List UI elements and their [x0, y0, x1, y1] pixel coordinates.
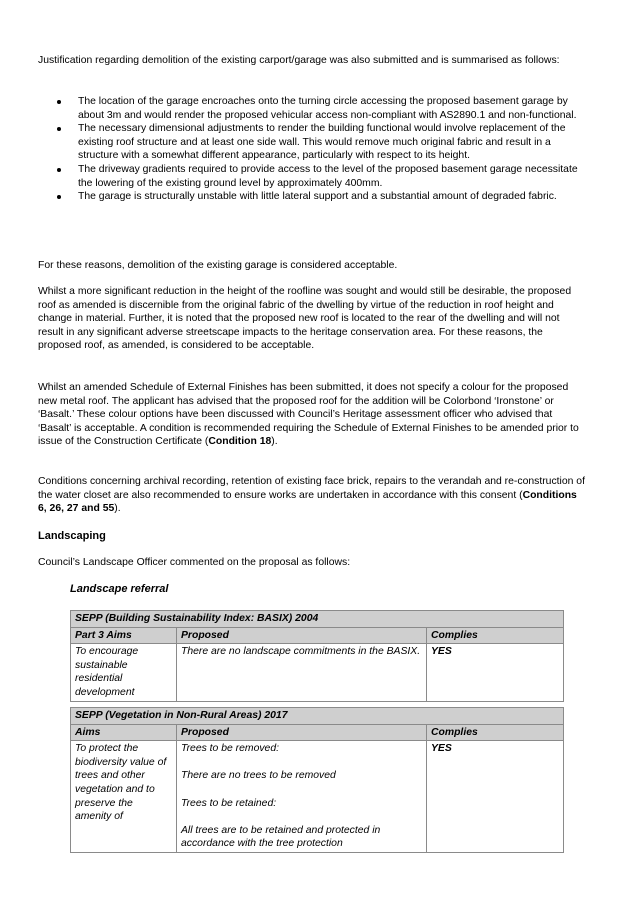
- complies-cell: YES: [427, 644, 564, 701]
- justification-list: [38, 95, 586, 204]
- list-item: [38, 122, 586, 163]
- proposed-line: All trees are to be retained and protected in accordance with the tree protection: [181, 824, 381, 850]
- list-item: [38, 163, 586, 190]
- bullet-icon: [57, 100, 61, 104]
- complies-cell: YES: [427, 741, 564, 853]
- conditions-text: Conditions concerning archival recording, retention of existing face brick, repairs to the verandah and re-construction of the water closet are also recommended to ensure works are undertaken in accordance with this consent (: [38, 476, 585, 501]
- landscaping-heading: Landscaping: [38, 530, 106, 542]
- proposed-line: Trees to be retained:: [181, 797, 277, 809]
- proposed-cell: There are no landscape commitments in the BASIX.: [177, 644, 427, 701]
- table-row: [71, 644, 564, 701]
- proposed-line: There are no trees to be removed: [181, 770, 336, 782]
- list-item-text: The location of the garage encroaches onto the turning circle accessing the proposed basement garage by about 3m and would render the proposed vehicular access non-compliant with AS2890.1 and non-functional.: [78, 96, 577, 121]
- bullet-icon: [57, 168, 61, 172]
- roof-paragraph: Whilst a more significant reduction in the height of the roofline was sought and would still be desirable, the proposed roof as amended is discernible from the original fabric of the dwelling by virtue of the reduction in roof height and change in material. Further, it is noted that the proposed new roof is located to the rear of the dwelling and will not result in any significant adverse streetscape impacts to the heritage conservation area. For these reasons, the proposed roof, as amended, is considered to be acceptable.: [38, 286, 572, 352]
- conditions-end: ).: [114, 503, 121, 515]
- vegetation-table: [70, 707, 564, 853]
- list-item: [38, 190, 586, 204]
- conditions-reference: Conditions 6, 26, 27 and 55: [38, 489, 577, 515]
- proposed-cell: [177, 741, 427, 853]
- finishes-paragraph: [38, 381, 586, 449]
- basix-table: [70, 610, 564, 702]
- bullet-icon: [57, 195, 61, 199]
- reasons-paragraph: For these reasons, demolition of the existing garage is considered acceptable.: [38, 260, 398, 271]
- column-header: Complies: [427, 724, 564, 741]
- bullet-icon: [57, 127, 61, 131]
- proposed-line: Trees to be removed:: [181, 743, 279, 755]
- column-header: Proposed: [177, 724, 427, 741]
- column-header: Complies: [427, 627, 564, 644]
- referral-title: Landscape referral: [70, 583, 169, 595]
- finishes-text: Whilst an amended Schedule of External Finishes has been submitted, it does not specify a colour for the proposed new metal roof. The applicant has advised that the proposed roof for the addition will be Colorbond ‘Ironstone’ or ‘Basalt.’ These colour options have been discussed with Council’s Heritage assessment officer who advised that ‘Basalt’ is acceptable. A condition is recommended requiring the Schedule of External Finishes to be amended prior to issue of the Construction Certificate (: [38, 382, 579, 448]
- aims-cell: To protect the biodiversity value of trees and other vegetation and to preserve the amenity of: [71, 741, 177, 853]
- column-header: Proposed: [177, 627, 427, 644]
- list-item: [38, 95, 586, 122]
- finishes-end: ).: [271, 436, 278, 448]
- intro-paragraph: Justification regarding demolition of the existing carport/garage was also submitted and is summarised as follows:: [38, 55, 560, 66]
- table-title: SEPP (Building Sustainability Index: BASIX) 2004: [71, 611, 564, 628]
- table-row: [71, 741, 564, 853]
- conditions-paragraph: [38, 475, 586, 516]
- list-item-text: The necessary dimensional adjustments to render the building functional would involve replacement of the existing roof structure and at least one side wall. This would remove much original fabric and result in a structure with a somewhat different appearance, particularly with respect to its height.: [78, 123, 566, 162]
- list-item-text: The driveway gradients required to provide access to the level of the proposed basement garage necessitate the lowering of the existing ground level by approximately 400mm.: [78, 163, 578, 189]
- landscape-intro: Council’s Landscape Officer commented on the proposal as follows:: [38, 557, 351, 568]
- condition-reference: Condition 18: [208, 436, 272, 448]
- aims-cell: To encourage sustainable residential development: [71, 644, 177, 701]
- list-item-text: The garage is structurally unstable with little lateral support and a substantial amount of degraded fabric.: [78, 191, 557, 203]
- table-title: SEPP (Vegetation in Non-Rural Areas) 2017: [71, 708, 564, 725]
- column-header: Part 3 Aims: [71, 627, 177, 644]
- column-header: Aims: [71, 724, 177, 741]
